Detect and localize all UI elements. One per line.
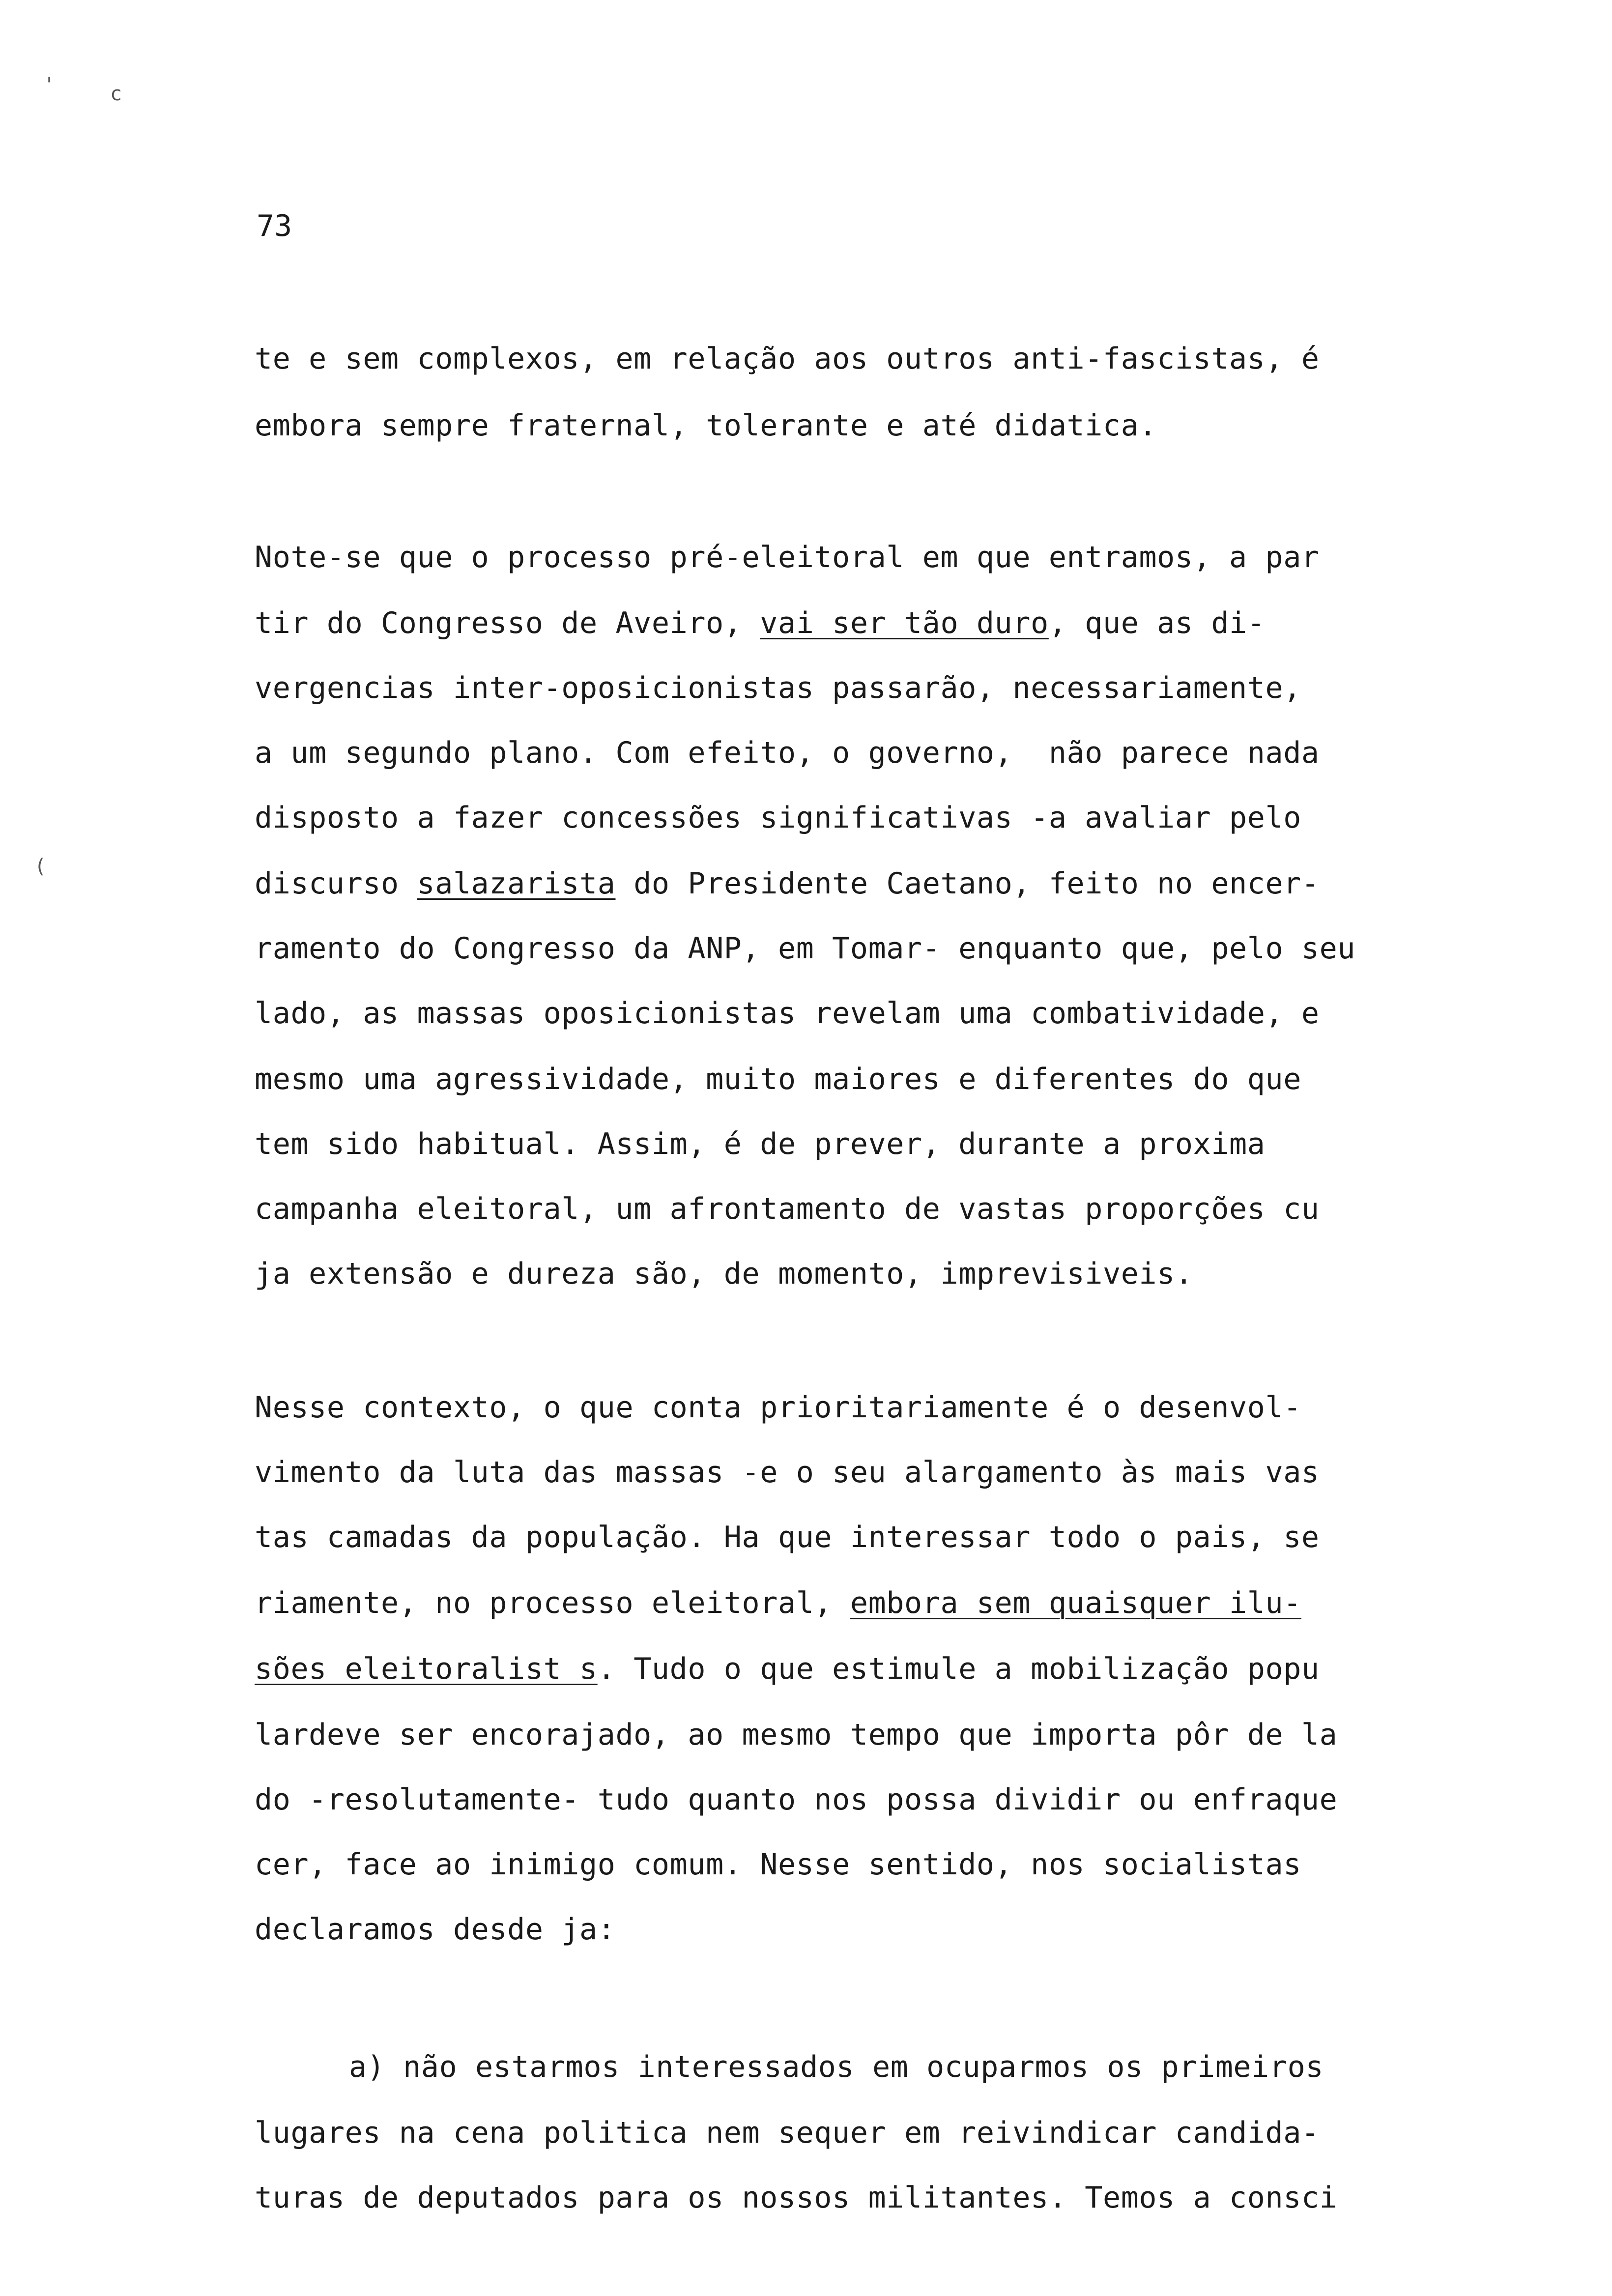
text-line: ja extensão e dureza são, de momento, imprevisiveis. xyxy=(255,1257,1193,1291)
text-span: . Tudo o que estimule a mobilização popu xyxy=(597,1652,1320,1686)
text-line: Nesse contexto, o que conta prioritariamente é o desenvol- xyxy=(255,1390,1301,1425)
text-line xyxy=(255,1654,1320,1684)
text-span: tir do Congresso de Aveiro, xyxy=(255,606,760,640)
text-span: , que as di- xyxy=(1048,606,1266,640)
text-line: campanha eleitoral, um afrontamento de vastas proporções cu xyxy=(255,1192,1320,1226)
text-line: disposto a fazer concessões significativas -a avaliar pelo xyxy=(255,801,1301,835)
text-line: vimento da luta das massas -e o seu alargamento às mais vas xyxy=(255,1455,1320,1490)
text-line: lardeve ser encorajado, ao mesmo tempo que importa pôr de la xyxy=(255,1718,1338,1752)
text-line: tem sido habitual. Assim, é de prever, durante a proxima xyxy=(255,1127,1266,1161)
text-span: discurso xyxy=(255,866,417,901)
margin-mark: c xyxy=(110,83,122,105)
text-line: turas de deputados para os nossos militantes. Temos a consci xyxy=(255,2181,1338,2215)
text-line: vergencias inter-oposicionistas passarão, necessariamente, xyxy=(255,671,1301,705)
text-span: riamente, no processo eleitoral, xyxy=(255,1586,850,1620)
underlined-text: salazarista xyxy=(417,866,616,901)
underlined-text: embora sem quaisquer ilu- xyxy=(850,1586,1301,1620)
page-number: 73 xyxy=(257,209,292,243)
text-line xyxy=(255,1588,1301,1618)
margin-mark: ( xyxy=(34,855,47,878)
text-line: cer, face ao inimigo comum. Nesse sentido, nos socialistas xyxy=(255,1847,1301,1882)
text-line: tas camadas da população. Ha que interessar todo o pais, se xyxy=(255,1520,1320,1554)
text-line: embora sempre fraternal, tolerante e até didatica. xyxy=(255,408,1157,443)
text-line: te e sem complexos, em relação aos outros anti-fascistas, é xyxy=(255,342,1320,376)
text-line: a) não estarmos interessados em ocuparmos os primeiros xyxy=(349,2050,1324,2084)
text-line xyxy=(255,866,1320,901)
text-line: declaramos desde ja: xyxy=(255,1912,616,1947)
text-span: do Presidente Caetano, feito no encer- xyxy=(615,866,1320,901)
text-line xyxy=(255,608,1266,638)
text-line: mesmo uma agressividade, muito maiores e diferentes do que xyxy=(255,1062,1301,1096)
underlined-text: vai ser tão duro xyxy=(760,606,1049,640)
text-line: do -resolutamente- tudo quanto nos possa dividir ou enfraque xyxy=(255,1782,1338,1817)
underlined-text: sões eleitoralist s xyxy=(255,1652,598,1686)
text-line: lado, as massas oposicionistas revelam uma combatividade, e xyxy=(255,996,1320,1031)
text-line: Note-se que o processo pré-eleitoral em que entramos, a par xyxy=(255,540,1320,574)
margin-mark: ' xyxy=(43,74,56,96)
text-line: ramento do Congresso da ANP, em Tomar- enquanto que, pelo seu xyxy=(255,931,1356,966)
text-line: a um segundo plano. Com efeito, o governo, não parece nada xyxy=(255,736,1320,770)
text-line: lugares na cena politica nem sequer em reivindicar candida- xyxy=(255,2116,1320,2150)
